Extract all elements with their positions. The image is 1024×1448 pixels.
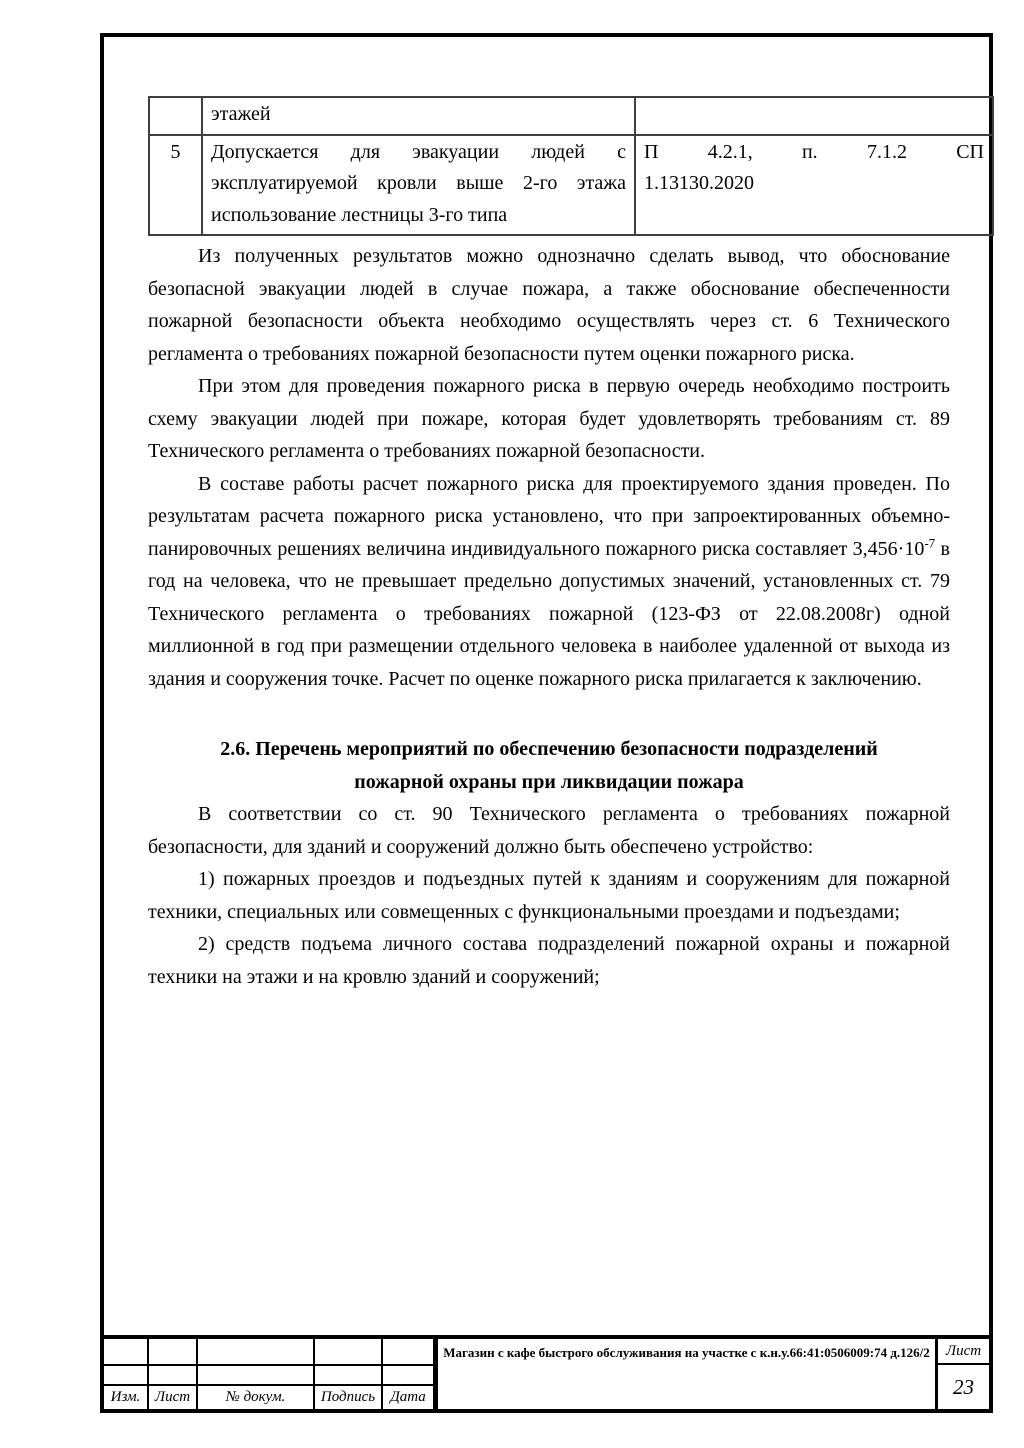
empty-cell: [382, 1339, 434, 1365]
label-list: Лист: [148, 1385, 197, 1409]
empty-cell: [148, 1365, 197, 1386]
empty-cell: [197, 1365, 314, 1386]
reference-line: П 4.2.1, п. 7.1.2 СП: [644, 140, 984, 163]
paragraph-article-90: В соответствии со ст. 90 Технического регламента о требованиях пожарной безопасности, для зданий и сооружений должно быть обеспечено устройство:: [148, 803, 950, 858]
risk-text-before: В составе работы расчет пожарного риска для проектируемого здания проведен. По результатам расчета пожарного риска установлено, что при запроектированных объемно-панировочных решениях величина индивидуального пожарного риска составляет 3,456·10: [148, 472, 950, 560]
section-heading-line-1: 2.6. Перечень мероприятий по обеспечению безопасности подразделений: [220, 738, 878, 760]
sheet-number: 23: [953, 1374, 974, 1399]
paragraph-conclusion: Из полученных результатов можно однозначно сделать вывод, что обоснование безопасной эвакуации людей в случае пожара, а также обоснование обеспеченности пожарной безопасности объекта необходимо осуществлять через ст. 6 Технического регламента о требованиях пожарной безопасности путем оценки пожарного риска.: [148, 245, 950, 365]
paragraph-risk-calculation: [148, 468, 950, 696]
empty-cell: [104, 1365, 148, 1386]
risk-text-after: в год на человека, что не превышает предельно допустимых значений, установленных ст. 79 Технического регламента о требованиях пожарной (123-ФЗ от 22.08.2008г) одной миллионной в год при размещении отдельного человека в наиболее удаленной от выхода из здания и сооружения точке. Расчет по оценке пожарного риска прилагается к заключению.: [148, 537, 950, 690]
empty-cell: [104, 1339, 148, 1365]
risk-exponent: -7: [924, 534, 936, 550]
empty-cell: [382, 1365, 434, 1386]
title-block: [104, 1335, 989, 1409]
project-title: Магазин с кафе быстрого обслуживания на участке с к.н.у.66:41:0506009:74 д.126/2: [435, 1339, 935, 1409]
list-item-1: 1) пожарных проездов и подъездных путей к зданиям и сооружениям для пожарной техники, специальных или совмещенных с функциональными проездами и подъездами;: [148, 868, 950, 923]
requirements-table: [148, 96, 994, 236]
reference-cell: [635, 135, 993, 236]
reference-line: 1.13130.2020: [644, 172, 754, 194]
section-heading-line-2: пожарной охраны при ликвидации пожара: [354, 770, 744, 793]
revision-row-empty: [104, 1339, 434, 1365]
label-izm: Изм.: [104, 1385, 148, 1409]
revision-grid: [104, 1339, 435, 1409]
row-number-cell: [149, 97, 202, 135]
table-row: [149, 97, 993, 135]
label-doc-number: № докум.: [197, 1385, 314, 1409]
sheet-cell: [935, 1339, 989, 1409]
requirement-text-cell: Допускается для эвакуации людей с эксплуатируемой кровли выше 2-го этажа использование лестницы 3-го типа: [202, 135, 635, 236]
section-heading-2-6: [148, 733, 950, 798]
list-item-2: 2) средств подъема личного состава подразделений пожарной охраны и пожарной техники на этажи и на кровлю зданий и сооружений;: [148, 933, 950, 988]
empty-cell: [314, 1339, 382, 1365]
paragraph-evacuation-scheme: При этом для проведения пожарного риска в первую очередь необходимо построить схему эвакуации людей при пожаре, которая будет удовлетворять требованиям ст. 89 Технического регламента о требованиях пожарной безопасности.: [148, 375, 950, 462]
label-signature: Подпись: [314, 1385, 382, 1409]
requirement-text-cell: этажей: [202, 97, 635, 135]
reference-cell: [635, 97, 993, 135]
empty-cell: [197, 1339, 314, 1365]
revision-header-row: [104, 1385, 434, 1409]
body-text: [148, 240, 950, 993]
empty-cell: [148, 1339, 197, 1365]
page-frame: [100, 33, 993, 1413]
sheet-label: Лист: [938, 1339, 989, 1365]
row-number-cell: 5: [149, 135, 202, 236]
revision-row-empty: [104, 1365, 434, 1386]
label-date: Дата: [382, 1385, 434, 1409]
empty-cell: [314, 1365, 382, 1386]
table-row: [149, 135, 993, 236]
